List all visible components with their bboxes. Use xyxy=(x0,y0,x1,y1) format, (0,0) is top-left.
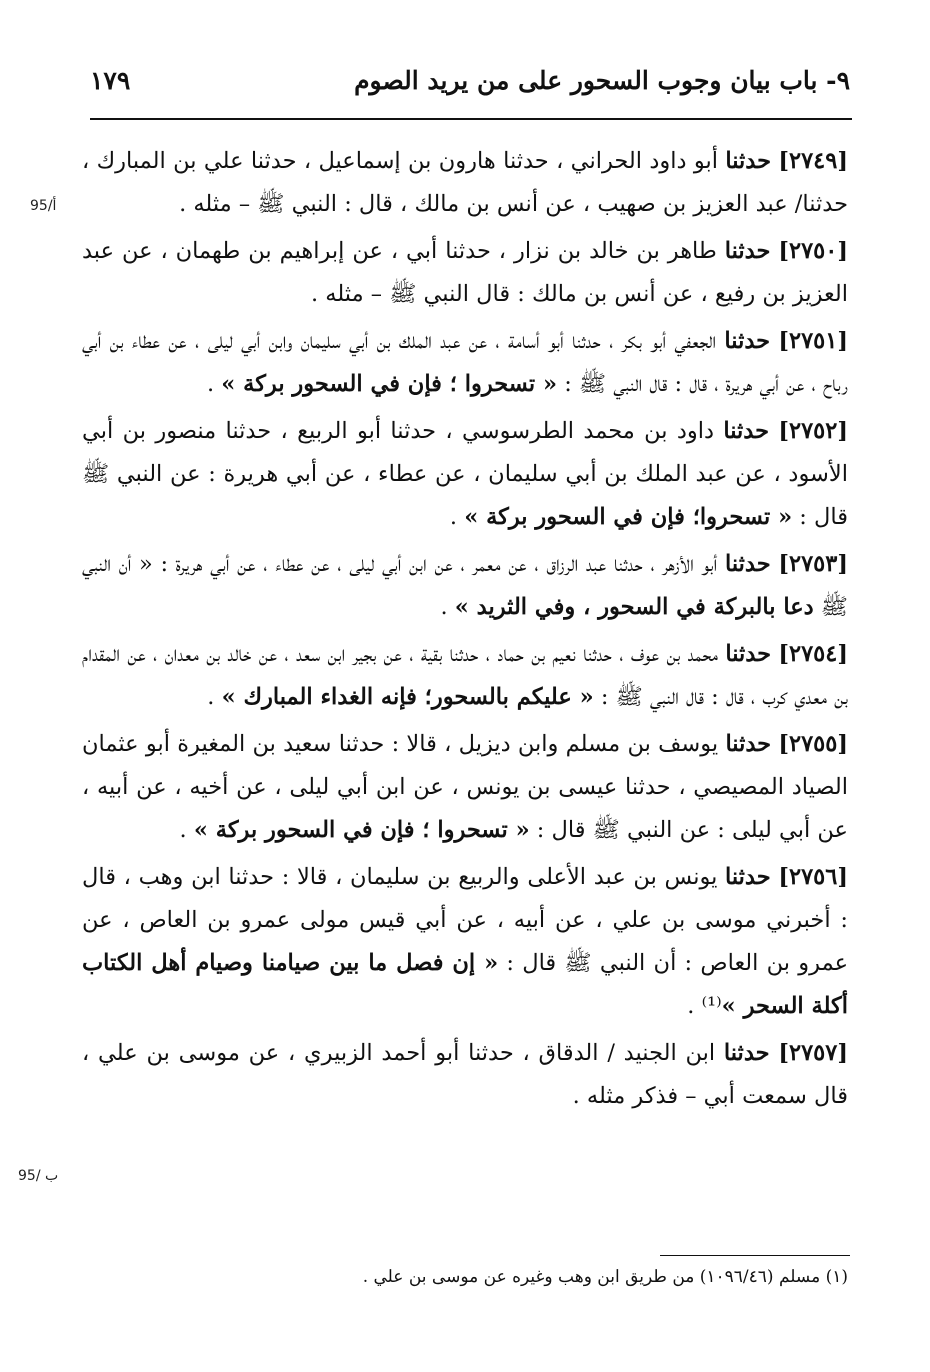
hadith-lead: حدثنا xyxy=(725,864,771,890)
hadith-end: . xyxy=(206,371,222,397)
hadith-number: [٢٧٥١] xyxy=(778,328,849,354)
hadith-2757 xyxy=(82,1032,848,1118)
page-number: ١٧٩ xyxy=(90,66,131,95)
hadith-text: محمد بن عوف ، حدثنا نعيم بن حماد ، حدثنا بقية ، عن بجير ابن سعد ، عن خالد بن معدان ، عن المقدام بن معدي كرب ، قال : قال النبي ﷺ : xyxy=(82,641,848,710)
margin-note: 95/ ب xyxy=(18,1168,59,1184)
hadith-number: [٢٧٤٩] xyxy=(778,148,849,174)
hadith-number: [٢٧٥٢] xyxy=(778,418,848,444)
hadith-end: . xyxy=(440,594,455,620)
hadith-2756 xyxy=(82,856,848,1028)
margin-note: 95/أ xyxy=(30,198,57,214)
hadith-end: . xyxy=(449,504,465,530)
hadith-end: . xyxy=(207,684,222,710)
page-header xyxy=(90,66,850,110)
hadith-text: أبو داود الحراني ، حدثنا هارون بن إسماعيل ، حدثنا علي بن المبارك ، حدثنا/ عبد العزيز بن صهيب ، عن أنس بن مالك ، قال : النبي ﷺ – مثله . xyxy=(82,148,848,217)
hadith-lead: حدثنا xyxy=(723,1040,770,1066)
hadith-2755 xyxy=(82,723,848,852)
prophetic-saying: « إن فصل ما بين صيامنا وصيام أهل الكتاب أكلة السحر » xyxy=(82,950,848,1019)
footnote-rule xyxy=(660,1255,850,1256)
hadith-number: [٢٧٥٧] xyxy=(778,1040,848,1066)
hadith-number: [٢٧٥٣] xyxy=(778,551,848,577)
hadith-2752 xyxy=(82,410,848,539)
prophetic-saying: دعا بالبركة في السحور ، وفي الثريد » xyxy=(454,594,814,620)
hadith-text: طاهر بن خالد بن نزار ، حدثنا أبي ، عن إبراهيم بن طهمان ، عن عبد العزيز بن رفيع ، عن أنس بن مالك : قال النبي ﷺ – مثله . xyxy=(82,238,848,307)
hadith-text: داود بن محمد الطرسوسي ، حدثنا أبو الربيع ، حدثنا منصور بن أبي الأسود ، عن عبد الملك بن أبي سليمان ، عن عطاء ، عن أبي هريرة : عن النبي ﷺ قال : xyxy=(82,418,848,530)
hadith-lead: حدثنا xyxy=(724,238,771,264)
hadith-lead: حدثنا xyxy=(725,641,772,667)
prophetic-saying: « تسحروا؛ فإن في السحور بركة » xyxy=(464,504,793,530)
hadith-text: يوسف بن مسلم وابن ديزيل ، قالا : حدثنا سعيد بن المغيرة أبو عثمان الصياد المصيصي ، حدثنا عيسى بن يونس ، عن ابن أبي ليلى ، عن أخيه ، عن أبيه ، عن أبي ليلى : عن النبي ﷺ قال : xyxy=(82,731,848,843)
hadith-text: أبو الأزهر ، حدثنا عبد الرزاق ، عن معمر ، عن ابن أبي ليلى ، عن عطاء ، عن أبي هريرة : « أن النبي ﷺ xyxy=(82,551,848,620)
hadith-2751 xyxy=(82,320,848,406)
prophetic-saying: « تسحروا ؛ فإن في السحور بركة » xyxy=(221,371,558,397)
hadith-lead: حدثنا xyxy=(723,418,769,444)
footnote: (١) مسلم (١٠٩٦/٤٦) من طريق ابن وهب وغيره عن موسى بن علي . xyxy=(362,1267,848,1287)
hadith-2749 xyxy=(82,140,848,226)
hadith-text: ابن الجنيد / الدقاق ، حدثنا أبو أحمد الزبيري ، عن موسى بن علي ، قال سمعت أبي – فذكر مثله . xyxy=(82,1040,848,1109)
hadith-2750 xyxy=(82,230,848,316)
prophetic-saying: « عليكم بالسحور؛ فإنه الغداء المبارك » xyxy=(221,684,594,710)
hadith-list xyxy=(82,140,848,1122)
hadith-end: . xyxy=(179,817,194,843)
hadith-lead: حدثنا xyxy=(725,731,772,757)
hadith-number: [٢٧٥٦] xyxy=(778,864,848,890)
hadith-2753 xyxy=(82,543,848,629)
hadith-lead: حدثنا xyxy=(725,551,771,577)
hadith-number: [٢٧٥٠] xyxy=(778,238,849,264)
hadith-number: [٢٧٥٥] xyxy=(778,731,848,757)
hadith-end: ⁽¹⁾ . xyxy=(687,993,722,1019)
hadith-number: [٢٧٥٤] xyxy=(778,641,848,667)
hadith-2754 xyxy=(82,633,848,719)
hadith-text: يونس بن عبد الأعلى والربيع بن سليمان ، قالا : حدثنا ابن وهب ، قال : أخبرني موسى بن علي ، عن أبيه ، عن أبي قيس مولى عمرو بن العاص ، عن عمرو بن العاص : أن النبي ﷺ قال : xyxy=(82,864,848,976)
header-rule xyxy=(90,118,852,120)
hadith-text: الجعفي أبو بكر ، حدثنا أبو أسامة ، عن عبد الملك بن أبي سليمان وابن أبي ليلى ، عن عطاء بن أبي رباح ، عن أبي هريرة ، قال : قال النبي ﷺ : xyxy=(82,328,848,397)
chapter-title: ٩- باب بيان وجوب السحور على من يريد الصوم xyxy=(354,66,850,95)
hadith-lead: حدثنا xyxy=(724,328,771,354)
hadith-lead: حدثنا xyxy=(725,148,771,174)
prophetic-saying: « تسحروا ؛ فإن في السحور بركة » xyxy=(193,817,530,843)
